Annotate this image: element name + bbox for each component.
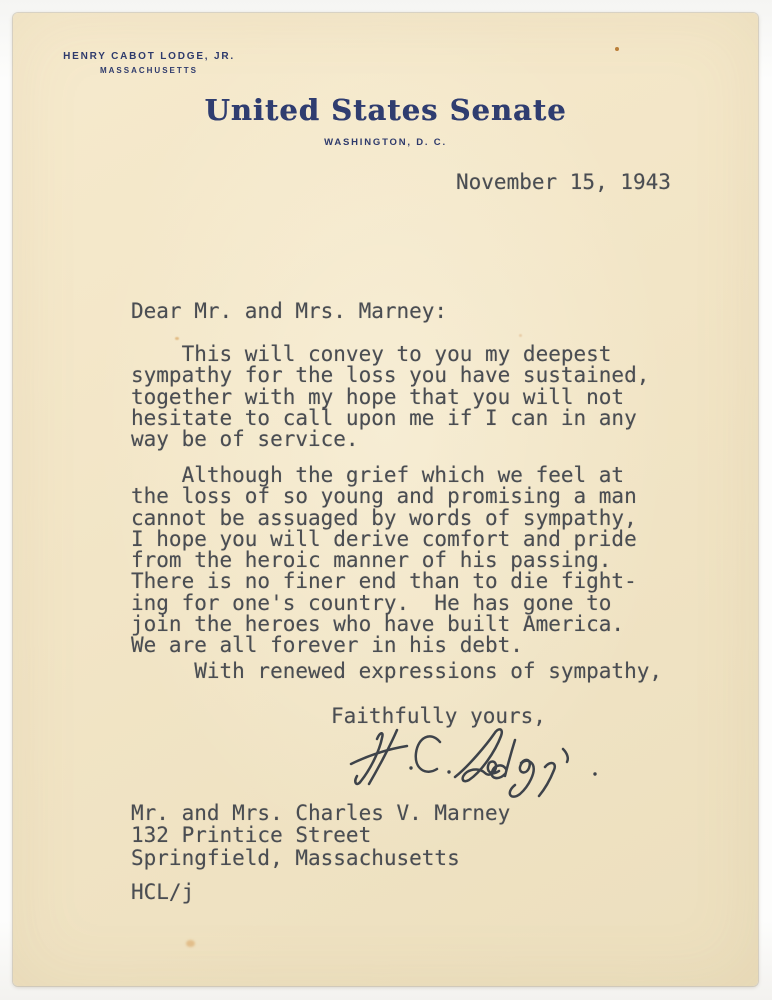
paper-speck	[519, 334, 522, 337]
closing-line: With renewed expressions of sympathy,	[131, 659, 663, 683]
typed-line: way be of service.	[131, 427, 359, 452]
salutation: Dear Mr. and Mrs. Marney:	[131, 299, 448, 323]
typed-line: cannot be assuaged by words of sympathy,	[131, 505, 637, 530]
letterhead-sender-block	[49, 51, 249, 75]
typed-line: 132 Printice Street	[131, 823, 372, 848]
signature-strokes	[351, 729, 597, 796]
city-line: WASHINGTON, D. C.	[324, 137, 447, 148]
valediction: Faithfully yours,	[331, 704, 546, 728]
typed-line: together with my hope that you will not	[131, 384, 625, 409]
typed-line: This will convey to you my deepest	[131, 342, 612, 366]
date-line: November 15, 1943	[456, 170, 671, 194]
typed-line: Although the grief which we feel at	[131, 463, 625, 487]
paragraph-2	[131, 465, 637, 657]
typed-line: ing for one's country. He has gone to	[131, 590, 612, 615]
institution-name: United States Senate	[204, 93, 567, 127]
typed-line: There is no finer end than to die fight-	[131, 569, 637, 594]
typed-line: I hope you will derive comfort and pride	[131, 526, 637, 551]
sender-name: HENRY CABOT LODGE, JR.	[63, 51, 235, 62]
typed-line: We are all forever in his debt.	[131, 633, 523, 658]
typed-line: sympathy for the loss you have sustained,	[131, 363, 650, 388]
paper-speck	[615, 47, 619, 51]
typed-line: the loss of so young and promising a man	[131, 484, 637, 509]
typed-line: hesitate to call upon me if I can in any	[131, 405, 637, 430]
typed-line: join the heroes who have built America.	[131, 612, 625, 637]
typed-line: from the heroic manner of his passing.	[131, 548, 612, 573]
paper-speck	[175, 337, 179, 340]
paragraph-1	[131, 344, 649, 450]
typist-initials: HCL/j	[131, 880, 195, 904]
letter-paper	[13, 13, 758, 986]
typed-line: Springfield, Massachusetts	[131, 845, 460, 870]
typed-line: Mr. and Mrs. Charles V. Marney	[131, 801, 511, 825]
recipient-address	[131, 802, 510, 869]
sender-state: MASSACHUSETTS	[99, 66, 198, 75]
signature	[347, 725, 619, 803]
paper-speck	[186, 940, 195, 947]
